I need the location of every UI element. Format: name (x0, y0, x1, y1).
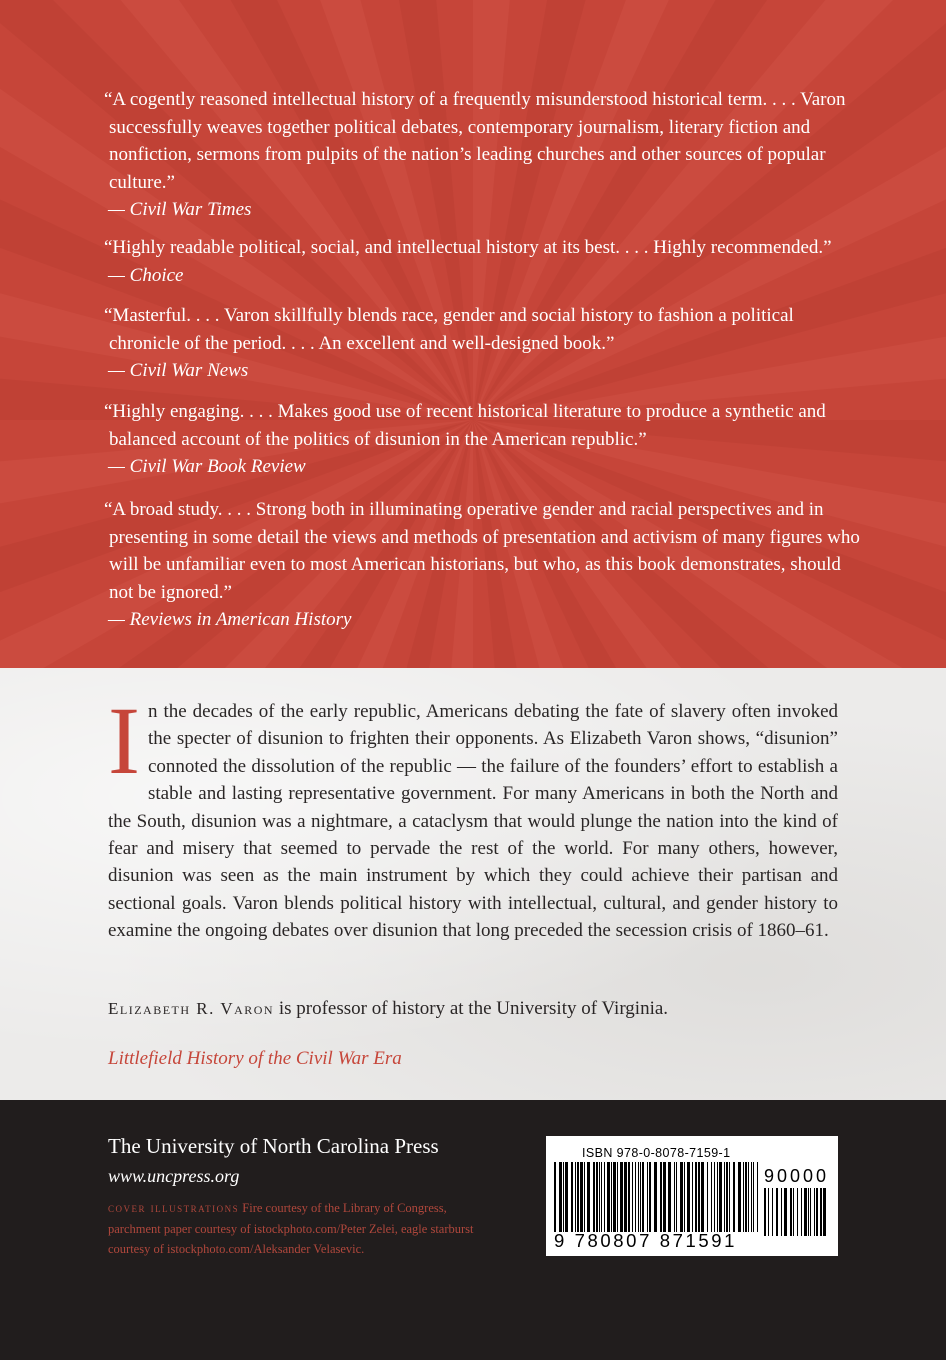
review-quote (104, 234, 864, 289)
barcode-bar (808, 1188, 809, 1236)
review-quote-text: “A broad study. . . . Strong both in illuminating operative gender and racial perspectives and in presenting in some detail the views and methods of presentation and activism of many figures who will be unfamiliar even to most American historians, but who, as this book demonstrates, should not be ignored.” (104, 499, 860, 603)
barcode-bar (724, 1162, 725, 1232)
barcode-bar (687, 1162, 690, 1232)
review-quote (104, 496, 864, 634)
barcode-bar (611, 1162, 612, 1232)
barcode-bar (580, 1162, 583, 1232)
publisher-url: www.uncpress.org (108, 1166, 240, 1186)
barcode-bar (743, 1162, 744, 1232)
description-body: n the decades of the early republic, Americans debating the fate of slavery often invoked the specter of disunion to frighten their opponents. As Elizabeth Varon shows, “disunion” connoted the dissolution of the republic — the failure of the founders’ effort to establish a stable and lasting representative government. For many Americans in both the North and the South, disunion was a nightmare, a cataclysm that would plunge the nation into the kind of fear and misery that seemed to pervade the rest of the world. For many others, however, disunion was seen as the main instrument by which they could achieve their partisan and sectional goals. Varon blends political history with intellectual, cultural, and gender history to examine the ongoing debates over disunion that long preceded the secession crisis of 1860–61. (108, 701, 838, 942)
barcode-bar (733, 1162, 735, 1232)
barcode-bar (660, 1162, 662, 1232)
barcode-bar (707, 1162, 708, 1232)
barcode-bar (617, 1162, 618, 1232)
price-code: 90000 (764, 1166, 830, 1186)
barcode-bar (816, 1188, 818, 1236)
barcode-bar (620, 1162, 623, 1232)
barcode-bar (628, 1162, 630, 1232)
barcode-bar (781, 1188, 782, 1236)
review-quote-source: — Civil War News (108, 360, 249, 381)
barcode-bar (784, 1188, 787, 1236)
barcode-bar (772, 1188, 773, 1236)
review-quote (104, 302, 864, 385)
barcode-bar (654, 1162, 657, 1232)
reviews-panel (0, 0, 946, 668)
series-name: Littlefield History of the Civil War Era (108, 1048, 402, 1069)
barcode-bar (647, 1162, 648, 1232)
barcode-bar (565, 1162, 568, 1232)
publisher-panel (0, 1100, 946, 1360)
barcode-bar (668, 1162, 671, 1232)
barcode-bar (596, 1162, 598, 1232)
barcode-bar (680, 1162, 683, 1232)
review-quote (104, 398, 864, 481)
cover-credits-label: cover illustrations (108, 1201, 240, 1215)
barcode-bar (599, 1162, 600, 1232)
barcode-bar (593, 1162, 595, 1232)
barcode-bar (607, 1162, 610, 1232)
isbn-barcode (546, 1136, 838, 1256)
cover-credits (108, 1198, 478, 1260)
review-quote (104, 86, 864, 224)
barcode-bar (751, 1162, 752, 1232)
barcode-bar (613, 1162, 616, 1232)
barcode-bar (748, 1162, 749, 1232)
barcode-bar (676, 1162, 677, 1232)
barcode-bar (719, 1162, 722, 1232)
barcode-bar (692, 1162, 693, 1232)
barcode-bar (695, 1162, 697, 1232)
barcode-bar (674, 1162, 675, 1232)
barcode-bar (698, 1162, 700, 1232)
barcode-bar (757, 1162, 758, 1232)
barcode-bar (711, 1162, 712, 1232)
review-quote-source: — Civil War Book Review (108, 456, 306, 477)
book-description (108, 687, 838, 945)
publisher-name: The University of North Carolina Press (108, 1134, 439, 1158)
description-panel (0, 668, 946, 1100)
barcode-bar (801, 1188, 802, 1236)
barcode-bar (804, 1188, 807, 1236)
review-quote-source: — Choice (108, 264, 184, 286)
barcode-bar (790, 1188, 792, 1236)
barcode-bar (554, 1162, 556, 1232)
barcode-bar (642, 1162, 644, 1232)
author-name: Elizabeth R. Varon (108, 999, 275, 1018)
barcode-addon-bars (764, 1188, 830, 1236)
author-bio (108, 998, 848, 1020)
barcode-bar (584, 1162, 585, 1232)
barcode-bar (577, 1162, 579, 1232)
barcode-bar (729, 1162, 730, 1232)
barcode-bar (753, 1162, 754, 1232)
barcode-bar (571, 1162, 573, 1232)
barcode-bar (776, 1188, 778, 1236)
barcode-bar (768, 1188, 769, 1236)
barcode-bar (701, 1162, 704, 1232)
barcode-bar (820, 1188, 822, 1236)
barcode-bar (575, 1162, 576, 1232)
barcode-bar (738, 1162, 741, 1232)
barcode-bar (649, 1162, 651, 1232)
review-quote-text: “Highly engaging. . . . Makes good use of recent historical literature to produce a synthetic and balanced account of the politics of disunion in the American republic.” (104, 401, 826, 450)
barcode-bar (559, 1162, 562, 1232)
review-quote-text: “Highly readable political, social, and intellectual history at its best. . . . Highly recommended.” (104, 237, 832, 258)
barcode-bar (684, 1162, 685, 1232)
barcode-bar (640, 1162, 641, 1232)
barcode-bar (604, 1162, 605, 1232)
barcode-bar (587, 1162, 590, 1232)
barcode-bar (632, 1162, 633, 1232)
barcode-bar (714, 1162, 715, 1232)
barcode-bar (563, 1162, 564, 1232)
barcode-digits: 9 780807 871591 (554, 1230, 738, 1251)
barcode-bar (745, 1162, 747, 1232)
barcode-bar (814, 1188, 815, 1236)
barcode-bar (624, 1162, 627, 1232)
author-bio-text: is professor of history at the University of Virginia. (274, 998, 669, 1019)
barcode-bar (635, 1162, 636, 1232)
barcode-bar (717, 1162, 718, 1232)
review-quote-text: “A cogently reasoned intellectual history of a frequently misunderstood historical term. . . . Varon successfully weaves together political debates, contemporary journalism, literary fiction and nonfiction, sermons from pulpits of the nation’s leading churches and other sources of popular culture.” (104, 89, 846, 193)
barcode-bar (793, 1188, 794, 1236)
barcode-bars (554, 1162, 758, 1232)
barcode-bar (638, 1162, 639, 1232)
cover-credits-text: Fire courtesy of the Library of Congress, parchment paper courtesy of istockphoto.com/Peter Zelei, eagle starburst courtesy of istockphoto.com/Aleksander Velasevic. (108, 1201, 474, 1256)
barcode-bar (764, 1188, 766, 1236)
barcode-bar (601, 1162, 602, 1232)
barcode-bar (823, 1188, 826, 1236)
isbn-label: ISBN 978-0-8078-7159-1 (582, 1146, 731, 1160)
review-quote-source: — Civil War Times (108, 199, 252, 220)
review-quote-source: — Reviews in American History (108, 609, 352, 630)
barcode-bar (726, 1162, 728, 1232)
barcode-bar (797, 1188, 798, 1236)
barcode-bar (810, 1188, 811, 1236)
barcode-bar (663, 1162, 666, 1232)
review-quote-text: “Masterful. . . . Varon skillfully blends race, gender and social history to fashion a political chronicle of the period. . . . An excellent and well-designed book.” (104, 305, 794, 354)
drop-cap: I (108, 687, 140, 794)
